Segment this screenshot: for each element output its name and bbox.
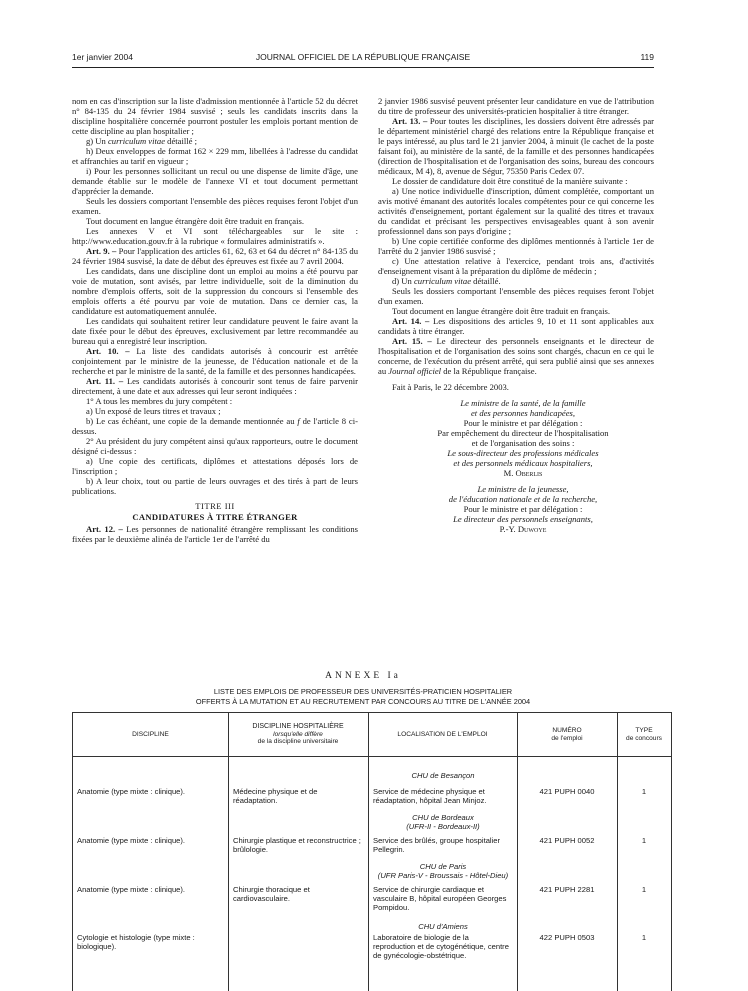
signature-line: Le ministre de la santé, de la famille bbox=[460, 398, 586, 408]
column-header-type: TYPE de concours bbox=[626, 727, 662, 742]
paragraph: Seuls les dossiers comportant l'ensemble des pièces requises feront l'objet d'un examen. bbox=[72, 196, 358, 216]
paragraph: Tout document en langue étrangère doit être traduit en français. bbox=[392, 306, 610, 316]
paragraph: a) Un exposé de leurs titres et travaux ; bbox=[86, 406, 221, 416]
annexe-title: ANNEXE Ia bbox=[325, 671, 401, 681]
table-cell-number: 421 PUPH 0040 bbox=[539, 787, 595, 796]
table-cell-hospital-discipline: Médecine physique et de réadaptation. bbox=[233, 787, 318, 805]
positions-table bbox=[72, 712, 672, 991]
signature-line: Le ministre de la jeunesse, bbox=[477, 484, 569, 494]
paragraph: b) Une copie certifiée conforme des diplômes mentionnés à l'article 1er de l'arrêté du 2 janvier 1986 susvisé ; bbox=[378, 236, 654, 256]
table-cell-hospital-discipline: Chirurgie plastique et reconstructrice ; brûlologie. bbox=[233, 836, 361, 854]
signatory-name: M. Oberlis bbox=[503, 468, 543, 478]
table-cell-number: 421 PUPH 2281 bbox=[539, 885, 595, 894]
article-10: Art. 10. – La liste des candidats autorisés à concourir est arrêtée conjointement par le ministre de la jeunesse, de l'éducation nationale et de la recherche et par le ministre de la santé, de la famille et des personnes handicapées. bbox=[72, 346, 358, 376]
column-header-discipline: DISCIPLINE bbox=[132, 730, 169, 738]
header-date: 1er janvier 2004 bbox=[72, 52, 133, 62]
paragraph: 2° Au président du jury compétent ainsi qu'aux rapporteurs, outre le document désigné ci-dessus : bbox=[72, 436, 358, 456]
paragraph: c) Une attestation relative à l'exercice, pendant trois ans, d'activités d'enseignement visant à la préparation du diplôme de médecin ; bbox=[378, 256, 654, 276]
signature-line: et de l'organisation des soins : bbox=[471, 438, 575, 448]
table-cell-discipline: Anatomie (type mixte : clinique). bbox=[77, 836, 186, 845]
signature-line: Le sous-directeur des professions médicales bbox=[447, 448, 599, 458]
location-heading: CHU de Besançon bbox=[411, 771, 475, 780]
article-9: Art. 9. – Pour l'application des articles 61, 62, 63 et 64 du décret n° 84-135 du 24 février 1984 susvisé, la date de début des épreuves est fixée au 7 avril 2004. bbox=[72, 246, 358, 266]
paragraph: g) Un curriculum vitae détaillé ; bbox=[86, 136, 197, 146]
paragraph: 1° A tous les membres du jury compétent : bbox=[86, 396, 233, 406]
annexe-heading-line: LISTE DES EMPLOIS DE PROFESSEUR DES UNIVERSITÉS-PRATICIEN HOSPITALIER bbox=[213, 687, 513, 696]
column-header-location: LOCALISATION DE L'EMPLOI bbox=[397, 730, 488, 738]
page-header bbox=[72, 52, 654, 66]
left-column bbox=[72, 96, 358, 544]
section-title: TITRE III bbox=[195, 501, 235, 511]
table-cell-number: 421 PUPH 0052 bbox=[539, 836, 595, 845]
article-15: Art. 15. – Le directeur des personnels enseignants et le directeur de l'hospitalisation et de l'organisation des soins sont chargés, chacun en ce qui le concerne, de l'exécution du présent arrêté, qui sera publié ainsi que ses annexes au Journal officiel de la République française. bbox=[378, 336, 654, 376]
header-page-number: 119 bbox=[640, 52, 654, 62]
signature-line: Le directeur des personnels enseignants, bbox=[453, 514, 593, 524]
table-cell-hospital-discipline: Chirurgie thoracique et cardiovasculaire. bbox=[233, 885, 310, 903]
location-heading: CHU d'Amiens bbox=[418, 922, 468, 931]
paragraph: b) Le cas échéant, une copie de la demande mentionnée au f de l'article 8 ci-dessus. bbox=[72, 416, 358, 436]
signature-line: et des personnels médicaux hospitaliers, bbox=[453, 458, 593, 468]
table-cell-location: Service des brûlés, groupe hospitalier Pellegrin. bbox=[373, 836, 501, 854]
table-cell-location: Service de médecine physique et réadaptation, hôpital Jean Minjoz. bbox=[373, 787, 487, 805]
signature-line: et des personnes handicapées, bbox=[470, 408, 576, 418]
paragraph: h) Deux enveloppes de format 162 × 229 mm, libellées à l'adresse du candidat et affranchies au tarif en vigueur ; bbox=[72, 146, 358, 166]
location-heading: CHU de Paris (UFR Paris-V - Broussais - Hôtel-Dieu) bbox=[377, 862, 509, 880]
article-14: Art. 14. – Les dispositions des articles 9, 10 et 11 sont applicables aux candidats à titre étranger. bbox=[378, 316, 654, 336]
paragraph: nom en cas d'inscription sur la liste d'admission mentionnée à l'article 52 du décret n° 84-135 du 24 février 1984 susvisé ; seuls les candidats inscrits dans la discipline hospitalière concernée pourront postuler les emplois portant mention de cette discipline au plan hospitalier ; bbox=[72, 96, 358, 136]
table-cell-type: 1 bbox=[641, 933, 647, 942]
header-journal-title: JOURNAL OFFICIEL DE LA RÉPUBLIQUE FRANÇAISE bbox=[255, 52, 471, 62]
table-cell-location: Service de chirurgie cardiaque et vasculaire B, hôpital européen Georges Pompidou. bbox=[373, 885, 507, 912]
signature-line: Pour le ministre et par délégation : bbox=[463, 504, 583, 514]
signature-date: Fait à Paris, le 22 décembre 2003. bbox=[392, 382, 509, 392]
table-cell-discipline: Anatomie (type mixte : clinique). bbox=[77, 885, 186, 894]
signature-line: Par empêchement du directeur de l'hospitalisation bbox=[437, 428, 609, 438]
paragraph: Les annexes V et VI sont téléchargeables sur le site : http://www.education.gouv.fr à la rubrique « formulaires administratifs ». bbox=[72, 226, 358, 246]
paragraph: Les candidats, dans une discipline dont un emploi au moins a été pourvu par voie de mutation, sont avisés, par lettre individuelle, soit de la diminution du nombre d'emplois offerts, soit de la suppression du concours si l'ensemble des emplois offerts a été pourvu par voie de mutation. Dans ce dernier cas, la candidature est automatiquement annulée. bbox=[72, 266, 358, 316]
right-column bbox=[378, 96, 654, 534]
section-subtitle: CANDIDATURES À TITRE ÉTRANGER bbox=[132, 512, 298, 522]
paragraph: Les candidats qui souhaitent retirer leur candidature peuvent le faire avant la date fixée pour le début des épreuves, exclusivement par lettre recommandée au bureau qui a enregistré leur inscription. bbox=[72, 316, 358, 346]
table-cell-type: 1 bbox=[641, 885, 647, 894]
paragraph: 2 janvier 1986 susvisé peuvent présenter leur candidature en vue de l'attribution du titre de professeur des universités-praticien hospitalier à titre étranger. bbox=[378, 96, 654, 116]
table-cell-discipline: Anatomie (type mixte : clinique). bbox=[77, 787, 186, 796]
paragraph: a) Une notice individuelle d'inscription, dûment complétée, comportant un avis motivé émanant des autorités locales compétentes pour ce qui concerne les activités d'enseignement, portant également sur la qualité des titres et travaux du candidat et précisant les perspectives envisageables quant à son avenir professionnel dans son pays d'origine ; bbox=[378, 186, 654, 236]
annexe-heading-line: OFFERTS À LA MUTATION ET AU RECRUTEMENT PAR CONCOURS AU TITRE DE L'ANNÉE 2004 bbox=[195, 697, 531, 706]
table-cell-type: 1 bbox=[641, 787, 647, 796]
header-rule bbox=[72, 67, 654, 68]
paragraph: Seuls les dossiers comportant l'ensemble des pièces requises feront l'objet d'un examen. bbox=[378, 286, 654, 306]
paragraph: d) Un curriculum vitae détaillé. bbox=[392, 276, 501, 286]
table-cell-location: Laboratoire de biologie de la reproduction et de cytogénétique, centre de gynécologie-obstétrique. bbox=[373, 933, 509, 960]
paragraph: i) Pour les personnes sollicitant un recul ou une dispense de limite d'âge, une demande établie sur le modèle de l'annexe VI et tout document permettant d'apprécier la demande. bbox=[72, 166, 358, 196]
column-header-number: NUMÉRO de l'emploi bbox=[551, 727, 583, 742]
article-12: Art. 12. – Les personnes de nationalité étrangère remplissant les conditions fixées par le deuxième alinéa de l'article 1er de l'arrêté du bbox=[72, 524, 358, 544]
article-11: Art. 11. – Les candidats autorisés à concourir sont tenus de faire parvenir directement, à une date et aux adresses qui leur seront indiquées : bbox=[72, 376, 358, 396]
paragraph: Tout document en langue étrangère doit être traduit en français. bbox=[86, 216, 304, 226]
table-cell-number: 422 PUPH 0503 bbox=[539, 933, 595, 942]
signatory-name: P.-Y. Duwoye bbox=[499, 524, 547, 534]
location-heading: CHU de Bordeaux (UFR-II - Bordeaux-II) bbox=[406, 813, 480, 831]
signature-line: de l'éducation nationale et de la recherche, bbox=[448, 494, 598, 504]
paragraph: a) Une copie des certificats, diplômes et attestations déposés lors de l'inscription ; bbox=[72, 456, 358, 476]
paragraph: Le dossier de candidature doit être constitué de la manière suivante : bbox=[392, 176, 628, 186]
table-cell-discipline: Cytologie et histologie (type mixte : biologique). bbox=[77, 933, 195, 951]
column-header-hospital-discipline: DISCIPLINE HOSPITALIÈRE lorsqu'elle diffère de la discipline universitaire bbox=[252, 723, 344, 746]
paragraph: b) A leur choix, tout ou partie de leurs ouvrages et des tirés à part de leurs publications. bbox=[72, 476, 358, 496]
signature-line: Pour le ministre et par délégation : bbox=[463, 418, 583, 428]
article-13: Art. 13. – Pour toutes les disciplines, les dossiers doivent être adressés par le département ministériel chargé des relations entre la République française et le pays intéressé, au plus tard le 21 janvier 2004, à minuit (le cachet de la poste faisant foi), au ministère de la santé, de la famille et des personnes handicapées (direction de l'hospitalisation et de l'organisation des soins, bureau des concours médicaux, M 4), 8, avenue de Ségur, 75350 Paris Cedex 07. bbox=[378, 116, 654, 176]
table-cell-type: 1 bbox=[641, 836, 647, 845]
